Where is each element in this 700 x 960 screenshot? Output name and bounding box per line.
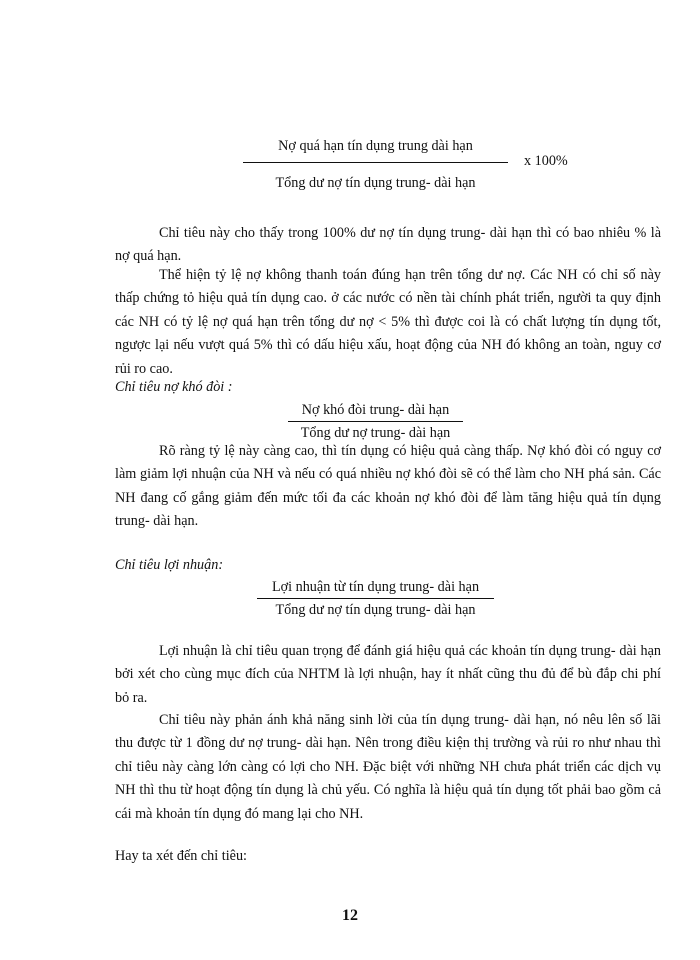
- body-paragraph: Hay ta xét đến chỉ tiêu:: [115, 848, 247, 864]
- formula-profit-ratio: [257, 577, 494, 620]
- body-paragraph: Chỉ tiêu này cho thấy trong 100% dư nợ tín dụng trung- dài hạn thì có bao nhiêu % là nợ quá hạn.: [115, 225, 661, 265]
- body-paragraph: Thể hiện tỷ lệ nợ không thanh toán đúng hạn trên tổng dư nợ. Các NH có chỉ số này thấp chứng tỏ hiệu quả tín dụng cao. ở các nước có nền tài chính phát triển, người ta quy định các NH có tỷ lệ nợ quá hạn trên tổng dư nợ < 5% thì được coi là có chất lượng tín dụng tốt, ngược lại nếu vượt quá 5% thì có dấu hiệu xấu, hoạt động của NH đó không an toàn, nguy cơ rủi ro cao.: [115, 267, 661, 377]
- body-paragraph: Lợi nhuận là chỉ tiêu quan trọng để đánh giá hiệu quả các khoản tín dụng trung- dài hạn bởi xét cho cùng mục đích của NHTM là lợi nhuận, hay ít nhất cũng thu đủ để bù đắp chi phí bỏ ra.: [115, 643, 661, 706]
- formula-multiplier: x 100%: [524, 153, 568, 169]
- formula-numerator: Nợ quá hạn tín dụng trung dài hạn: [278, 138, 473, 154]
- fraction-bar: [257, 598, 494, 599]
- formula-overdue-ratio: [243, 136, 508, 193]
- formula-denominator: Tổng dư nợ tín dụng trung- dài hạn: [275, 175, 476, 191]
- formula-bad-debt-ratio: [288, 400, 463, 443]
- section-heading: Chỉ tiêu lợi nhuận:: [115, 557, 224, 573]
- page-number: 12: [342, 907, 358, 924]
- section-heading: Chỉ tiêu nợ khó đòi :: [115, 379, 233, 395]
- formula-denominator: Tổng dư nợ trung- dài hạn: [300, 425, 451, 441]
- formula-denominator: Tổng dư nợ tín dụng trung- dài hạn: [275, 602, 476, 618]
- body-paragraph: Rõ ràng tỷ lệ này càng cao, thì tín dụng có hiệu quả càng thấp. Nợ khó đòi có nguy cơ làm giảm lợi nhuận của NH và nếu có quá nhiều nợ khó đòi sẽ có thể làm cho NH phá sản. Các NH đang cố gắng giảm đến mức tối đa các khoản nợ khó đòi để làm tăng hiệu quả tín dụng trung- dài hạn.: [115, 443, 661, 530]
- fraction-bar: [243, 162, 508, 163]
- body-paragraph: Chỉ tiêu này phản ánh khả năng sinh lời của tín dụng trung- dài hạn, nó nêu lên số lãi thu được từ 1 đồng dư nợ trung- dài hạn. Nên trong điều kiện thị trường và rủi ro như nhau thì chỉ tiêu này càng lớn càng có lợi cho NH. Đặc biệt với những NH chưa phát triển các dịch vụ NH thì thu từ hoạt động tín dụng là chủ yếu. Có nghĩa là hiệu quả tín dụng tốt phải bao gồm cả cái mà khoản tín dụng đó mang lại cho NH.: [115, 712, 661, 822]
- formula-numerator: Nợ khó đòi trung- dài hạn: [301, 402, 450, 418]
- formula-numerator: Lợi nhuận từ tín dụng trung- dài hạn: [271, 579, 480, 595]
- fraction-bar: [288, 421, 463, 422]
